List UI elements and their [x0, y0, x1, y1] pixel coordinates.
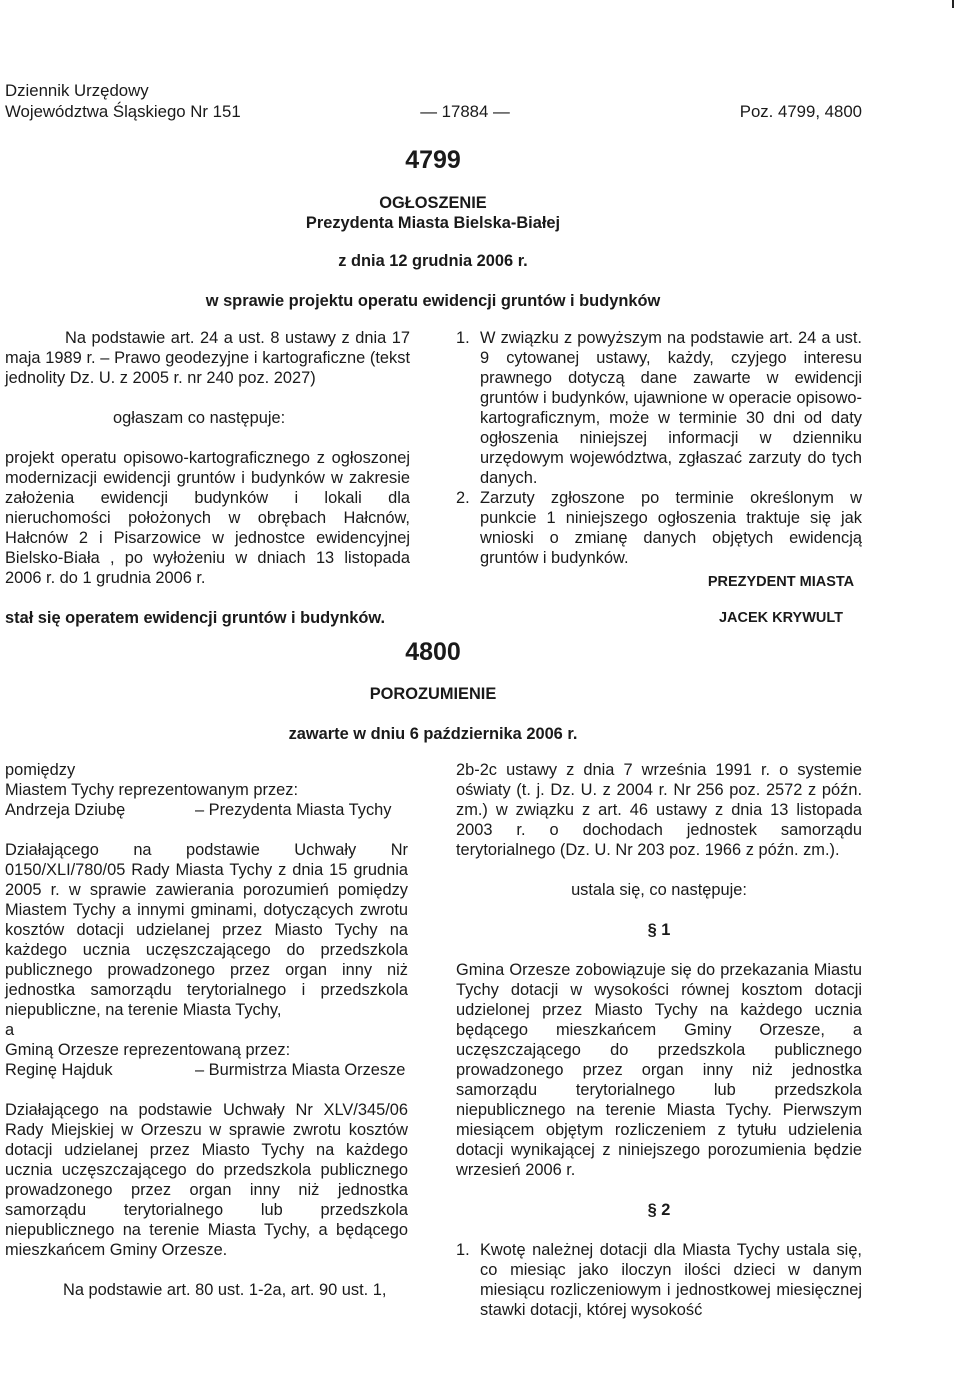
- page-number: — 17884 —: [420, 102, 510, 121]
- party1-role: – Prezydenta Miasta Tychy: [195, 801, 392, 819]
- party1-representative: [5, 800, 408, 820]
- doc-4800-left-column: [5, 760, 408, 1300]
- doc-4799-body: projekt operatu opisowo-kartograficznego z ogłoszonej modernizacji ewidencji gruntów i budynków w zakresie założenia ewidencji budynków i lokali dla nieruchomości położonych w obrębach Hałcnów, Hałcnów 2 i Pisarzowice w jednostce ewidencyjnej Bielsko-Biała , po wyłożeniu w dniach 13 listopada 2006 r. do 1 grudnia 2006 r.: [5, 449, 410, 587]
- paragraph-2-item-1: [456, 1240, 862, 1320]
- paragraph-1-title: § 1: [647, 921, 671, 939]
- doc-4800-number: 4800: [405, 638, 461, 666]
- signature-title: PREZYDENT MIASTA: [707, 574, 855, 590]
- party2-intro: Gminą Orzesze reprezentowaną przez:: [5, 1041, 291, 1059]
- party1-basis: Działającego na podstawie Uchwały Nr 0150/XLI/780/05 Rady Miasta Tychy z dnia 15 grudnia 2005 r. w sprawie zawierania porozumień pomiędzy Miastem Tychy a innymi gminami, dotyczących zwrotu kosztów dotacji udzielanej przez Miasto Tychy na każdego ucznia uczęszczającego do przedszkola publicznego prowadzonego przez organ inny niż jednostka samorządu terytorialnego i przedszkola niepubliczne, na terenie Miasta Tychy,: [5, 841, 408, 1019]
- paragraph-1-text: Gmina Orzesze zobowiązuje się do przekazania Miastu Tychy dotacji w wysokości równej kosztom dotacji udzielonej przez Miasto Tychy na każdego ucznia będącego mieszkańcem Gminy Orzesze, a uczęszczającego do przedszkola publicznego prowadzonego przez organ inny niż jednostka samorządu terytorialnego lub przedszkola niepublicznego na terenie Miasta Tychy. Pierwszym miesiącem objętym rozliczeniem z tytułu udzielenia dotacji wynikającej z niniejszego porozumienia będzie wrzesień 2006 r.: [456, 961, 862, 1179]
- doc-4800-title: POROZUMIENIE: [369, 685, 497, 703]
- doc-4799-point-1: [456, 328, 862, 488]
- party2-role: – Burmistrza Miasta Orzesze: [195, 1061, 406, 1079]
- doc-4800-right-column: [456, 760, 862, 1320]
- point-number: 2.: [456, 489, 470, 507]
- and-label: a: [5, 1021, 15, 1039]
- journal-title-line1: Dziennik Urzędowy: [5, 81, 149, 100]
- doc-4800-date: zawarte w dniu 6 października 2006 r.: [288, 725, 578, 743]
- doc-4799-legal-basis: Na podstawie art. 24 a ust. 8 ustawy z dnia 17 maja 1989 r. – Prawo geodezyjne i kartograficzne (tekst jednolity Dz. U. z 2005 r. nr 240 poz. 2027): [5, 329, 410, 387]
- doc-4799-title: OGŁOSZENIE: [379, 194, 487, 212]
- point-text: Zarzuty zgłoszone po terminie określonym w punkcie 1 niniejszego ogłoszenia traktuje się jak wnioski o zmianę danych objętych ewidencją gruntów i budynków.: [480, 489, 862, 567]
- basis-continued: 2b-2c ustawy z dnia 7 września 1991 r. o systemie oświaty (t. j. Dz. U. z 2004 r. Nr 256 poz. 2572 z późn. zm.) w związku z art. 46 ustawy z dnia 13 listopada 2003 r. o dochodach jednostek samorządu terytorialnego (Dz. U. Nr 203 poz. 1966 z późn. zm.).: [456, 761, 862, 859]
- between-label: pomiędzy: [5, 761, 76, 779]
- party2-person: Reginę Hajduk: [5, 1061, 113, 1079]
- doc-4799-subject: w sprawie projektu operatu ewidencji gruntów i budynków: [205, 292, 661, 310]
- item-number: 1.: [456, 1241, 470, 1259]
- party1-intro: Miastem Tychy reprezentowanym przez:: [5, 781, 299, 799]
- point-text: W związku z powyższym na podstawie art. 24 a ust. 9 cytowanej ustawy, każdy, czyjego interesu prawnego dotyczą dane zawarte w ewidencji gruntów i budynków, ujawnione w operacie opisowo-kartograficznym, może w terminie 30 dni od daty ogłoszenia niniejszej informacji w dzienniku urzędowym województwa, zgłaszać zarzuty do tych danych.: [480, 329, 862, 487]
- item-text: Kwotę należnej dotacji dla Miasta Tychy ustala się, co miesiąc jako iloczyn ilości dzieci w danym miesiącu rozliczeniowym i jednostkowej miesięcznej stawki dotacji, której wysokość: [480, 1241, 862, 1319]
- point-number: 1.: [456, 329, 470, 347]
- position-ref: Poz. 4799, 4800: [739, 102, 862, 121]
- journal-title-line2: Województwa Śląskiego Nr 151: [5, 102, 241, 121]
- doc-4799-issuer: Prezydenta Miasta Bielska-Białej: [305, 214, 561, 232]
- doc-4799-conclusion: stał się operatem ewidencji gruntów i budynków.: [5, 609, 386, 627]
- agreed-label: ustala się, co następuje:: [571, 881, 747, 899]
- doc-4799-number: 4799: [405, 146, 461, 174]
- doc-4799-date: z dnia 12 grudnia 2006 r.: [338, 252, 528, 270]
- party2-basis: Działającego na podstawie Uchwały Nr XLV/345/06 Rady Miejskiej w Orzeszu w sprawie zwrotu kosztów dotacji udzielanej przez Miasto Tychy na każdego ucznia uczęszczającego do przedszkola publicznego prowadzonego przez organ inny niż jednostka samorządu terytorialnego lub przedszkola niepublicznego na terenie Miasta Tychy, a będącego mieszkańcem Gminy Orzesze.: [5, 1101, 408, 1259]
- party2-representative: [5, 1060, 408, 1080]
- party1-person: Andrzeja Dziubę: [5, 801, 126, 819]
- doc-4799-point-2: [456, 488, 862, 568]
- doc-4799-right-column: [456, 328, 862, 568]
- doc-4799-announce: ogłaszam co następuje:: [113, 409, 286, 427]
- paragraph-2-title: § 2: [647, 1201, 671, 1219]
- doc-4799-left-column: [5, 328, 410, 628]
- page-corner-mark: [952, 0, 954, 8]
- basis-start: Na podstawie art. 80 ust. 1-2a, art. 90 ust. 1,: [63, 1281, 387, 1299]
- signature-name: JACEK KRYWULT: [718, 610, 844, 626]
